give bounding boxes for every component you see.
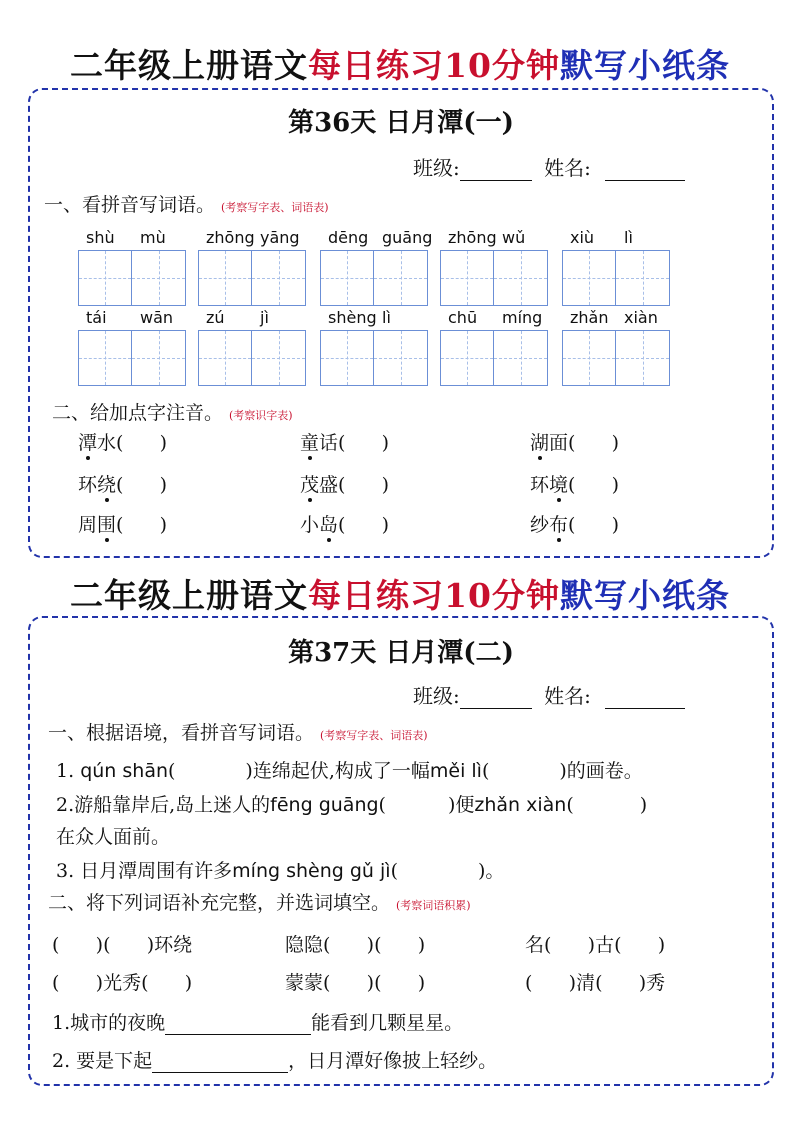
pinyin-syllable: zú	[206, 308, 225, 327]
pinyin-syllable: mù	[140, 228, 166, 247]
fill-item-6[interactable]: ( )清( )秀	[525, 972, 666, 994]
sentence-blank[interactable]	[152, 1051, 288, 1073]
pinyin-syllable: chū	[448, 308, 478, 327]
answer-parentheses[interactable]: ( )	[338, 432, 390, 454]
word-char: 小	[300, 514, 320, 536]
name-label: 姓名:	[544, 684, 591, 708]
dotted-char: 童	[300, 428, 319, 455]
annotate-word	[530, 428, 619, 455]
sentence-2	[52, 1046, 497, 1073]
question-text: )便	[447, 794, 475, 816]
name-label: 姓名:	[544, 156, 591, 180]
section-note: (考察识字表)	[229, 409, 293, 422]
writing-grid[interactable]	[562, 330, 670, 386]
banner-dictation: 默写小纸条	[559, 46, 730, 85]
annotate-word	[530, 510, 619, 537]
tianzige-cell[interactable]	[374, 251, 427, 305]
answer-parentheses[interactable]: ( )	[568, 432, 620, 454]
question-text: )连绵起伏,构成了一幅	[245, 760, 430, 782]
word-char: 水	[97, 432, 117, 454]
tianzige-cell[interactable]	[494, 251, 547, 305]
pinyin-prompt: měi lì	[429, 760, 482, 782]
sentence-text: 能看到几颗星星。	[311, 1012, 464, 1034]
pinyin-prompt: fēng guāng	[270, 794, 379, 816]
pinyin-syllable: guāng	[382, 228, 433, 247]
pinyin-syllable: zhōng	[448, 228, 497, 247]
writing-grid[interactable]	[78, 330, 186, 386]
pinyin-syllable: shèng	[328, 308, 377, 327]
sentence-text: ，日月潭好像披上轻纱。	[288, 1050, 498, 1072]
pinyin-syllable: xiù	[570, 228, 595, 247]
question-text: 3. 日月潭周围有许多	[56, 860, 233, 882]
tianzige-cell[interactable]	[132, 251, 185, 305]
day37-class-name-line	[413, 680, 685, 709]
word-char: 周	[78, 514, 98, 536]
question-number: 1.	[56, 760, 75, 782]
pinyin-syllable: zhǎn	[570, 308, 609, 327]
day37-section1-heading	[48, 718, 428, 745]
annotate-word	[300, 510, 389, 537]
tianzige-cell[interactable]	[132, 331, 185, 385]
dotted-char: 潭	[78, 428, 97, 455]
writing-grid[interactable]	[440, 250, 548, 306]
dotted-char: 湖	[530, 428, 549, 455]
class-blank[interactable]	[460, 687, 532, 709]
dotted-char: 境	[549, 470, 568, 497]
word-char: 环	[530, 474, 550, 496]
pinyin-syllable: yāng	[260, 228, 300, 247]
dotted-char: 布	[549, 510, 568, 537]
tianzige-cell[interactable]	[441, 331, 494, 385]
pinyin-prompt: qún shān	[80, 760, 168, 782]
day36-class-name-line	[413, 152, 685, 181]
word-char: 面	[549, 432, 569, 454]
writing-grid[interactable]	[320, 330, 428, 386]
tianzige-cell[interactable]	[321, 251, 374, 305]
question-3	[56, 856, 504, 883]
section-note: (考察写字表、词语表)	[320, 729, 428, 742]
answer-parentheses[interactable]: ( )	[568, 514, 620, 536]
tianzige-cell[interactable]	[494, 331, 547, 385]
fill-item-1[interactable]: ( )( )环绕	[52, 934, 193, 956]
banner-dictation: 默写小纸条	[559, 576, 730, 615]
pinyin-syllable: míng	[502, 308, 543, 327]
annotate-word	[78, 428, 167, 455]
name-blank[interactable]	[605, 687, 685, 709]
pinyin-syllable: lì	[624, 228, 633, 247]
pinyin-syllable: tái	[86, 308, 107, 327]
pinyin-syllable: xiàn	[624, 308, 658, 327]
section-title: 二、将下列词语补充完整，并选词填空。	[48, 892, 391, 914]
banner-practice: 每日练习10分钟	[308, 46, 560, 85]
fill-item-5[interactable]: 蒙蒙( )( )	[285, 972, 426, 994]
writing-grid[interactable]	[562, 250, 670, 306]
banner-practice: 每日练习10分钟	[308, 576, 560, 615]
writing-grid[interactable]	[198, 330, 306, 386]
pinyin-syllable: dēng	[328, 228, 369, 247]
answer-parentheses[interactable]: ( )	[116, 514, 168, 536]
section-title: 一、看拼音写词语。	[44, 194, 216, 216]
pinyin-syllable: wān	[140, 308, 174, 327]
dotted-char: 岛	[319, 510, 338, 537]
question-text: )。	[478, 860, 505, 882]
pinyin-prompt: zhǎn xiàn	[474, 794, 567, 816]
sentence-1	[52, 1008, 463, 1035]
writing-grid[interactable]	[78, 250, 186, 306]
answer-parentheses[interactable]: ( )	[338, 474, 390, 496]
pinyin-prompt: míng shèng gǔ jì	[232, 860, 391, 882]
worksheet-banner-2	[0, 570, 800, 617]
tianzige-cell[interactable]	[252, 331, 305, 385]
answer-parentheses[interactable]: ( )	[568, 474, 620, 496]
word-char: 盛	[319, 474, 339, 496]
annotate-word	[300, 470, 389, 497]
class-label: 班级:	[413, 684, 460, 708]
answer-parentheses[interactable]: ( )	[116, 474, 168, 496]
question-text: 2.游船靠岸后,岛上迷人的	[56, 794, 271, 816]
day36-section1-heading	[44, 190, 329, 217]
section-note: (考察词语积累)	[396, 899, 471, 912]
word-char: 话	[319, 432, 339, 454]
tianzige-cell[interactable]	[616, 331, 669, 385]
class-blank[interactable]	[460, 159, 532, 181]
day37-panel	[28, 616, 774, 1086]
pinyin-syllable: lì	[382, 308, 391, 327]
day36-section2-heading	[52, 398, 293, 425]
section-note: (考察写字表、词语表)	[221, 201, 329, 214]
tianzige-cell[interactable]	[321, 331, 374, 385]
question-2-continued: 在众人面前。	[56, 826, 171, 848]
answer-paren-open: (	[378, 794, 386, 816]
pinyin-syllable: zhōng	[206, 228, 255, 247]
pinyin-syllable: wǔ	[502, 228, 526, 247]
annotate-word	[78, 510, 167, 537]
tianzige-cell[interactable]	[79, 331, 132, 385]
banner-grade: 二年级上册语文	[70, 576, 309, 615]
banner-grade: 二年级上册语文	[70, 46, 309, 85]
writing-grid[interactable]	[320, 250, 428, 306]
day37-section2-heading	[48, 888, 471, 915]
pinyin-syllable: shù	[86, 228, 115, 247]
sentence-blank[interactable]	[165, 1013, 311, 1035]
worksheet-banner	[0, 40, 800, 87]
day36-title: 第36天 日月潭(一)	[288, 108, 514, 138]
day36-panel	[28, 88, 774, 558]
pinyin-syllable: jì	[260, 308, 269, 327]
fill-item-2[interactable]: 隐隐( )( )	[285, 934, 426, 956]
tianzige-cell[interactable]	[199, 251, 252, 305]
tianzige-cell[interactable]	[616, 251, 669, 305]
answer-parentheses[interactable]: ( )	[116, 432, 168, 454]
name-blank[interactable]	[605, 159, 685, 181]
tianzige-cell[interactable]	[563, 251, 616, 305]
sentence-text: 2. 要是下起	[52, 1050, 153, 1072]
tianzige-cell[interactable]	[374, 331, 427, 385]
answer-parentheses[interactable]: ( )	[338, 514, 390, 536]
dotted-char: 茂	[300, 470, 319, 497]
writing-grid[interactable]	[198, 250, 306, 306]
annotate-word	[78, 470, 167, 497]
annotate-word	[530, 470, 619, 497]
question-text: )的画卷。	[559, 760, 643, 782]
dotted-char: 绕	[97, 470, 116, 497]
day37-title: 第37天 日月潭(二)	[288, 638, 514, 668]
answer-paren-open: (	[566, 794, 574, 816]
question-text: )	[639, 794, 648, 816]
answer-paren-open: (	[168, 760, 176, 782]
question-2	[56, 790, 647, 817]
class-label: 班级:	[413, 156, 460, 180]
dotted-char: 围	[97, 510, 116, 537]
answer-paren-open: (	[390, 860, 398, 882]
fill-item-4[interactable]: ( )光秀( )	[52, 972, 193, 994]
word-char: 环	[78, 474, 98, 496]
word-char: 纱	[530, 514, 550, 536]
section-title: 二、给加点字注音。	[52, 402, 224, 424]
tianzige-cell[interactable]	[441, 251, 494, 305]
fill-item-3[interactable]: 名( )古( )	[525, 934, 666, 956]
tianzige-cell[interactable]	[563, 331, 616, 385]
tianzige-cell[interactable]	[79, 251, 132, 305]
question-1	[56, 756, 643, 783]
writing-grid[interactable]	[440, 330, 548, 386]
section-title: 一、根据语境，看拼音写词语。	[48, 722, 315, 744]
answer-paren-open: (	[481, 760, 490, 782]
tianzige-cell[interactable]	[199, 331, 252, 385]
tianzige-cell[interactable]	[252, 251, 305, 305]
sentence-text: 1.城市的夜晚	[52, 1012, 166, 1034]
annotate-word	[300, 428, 389, 455]
